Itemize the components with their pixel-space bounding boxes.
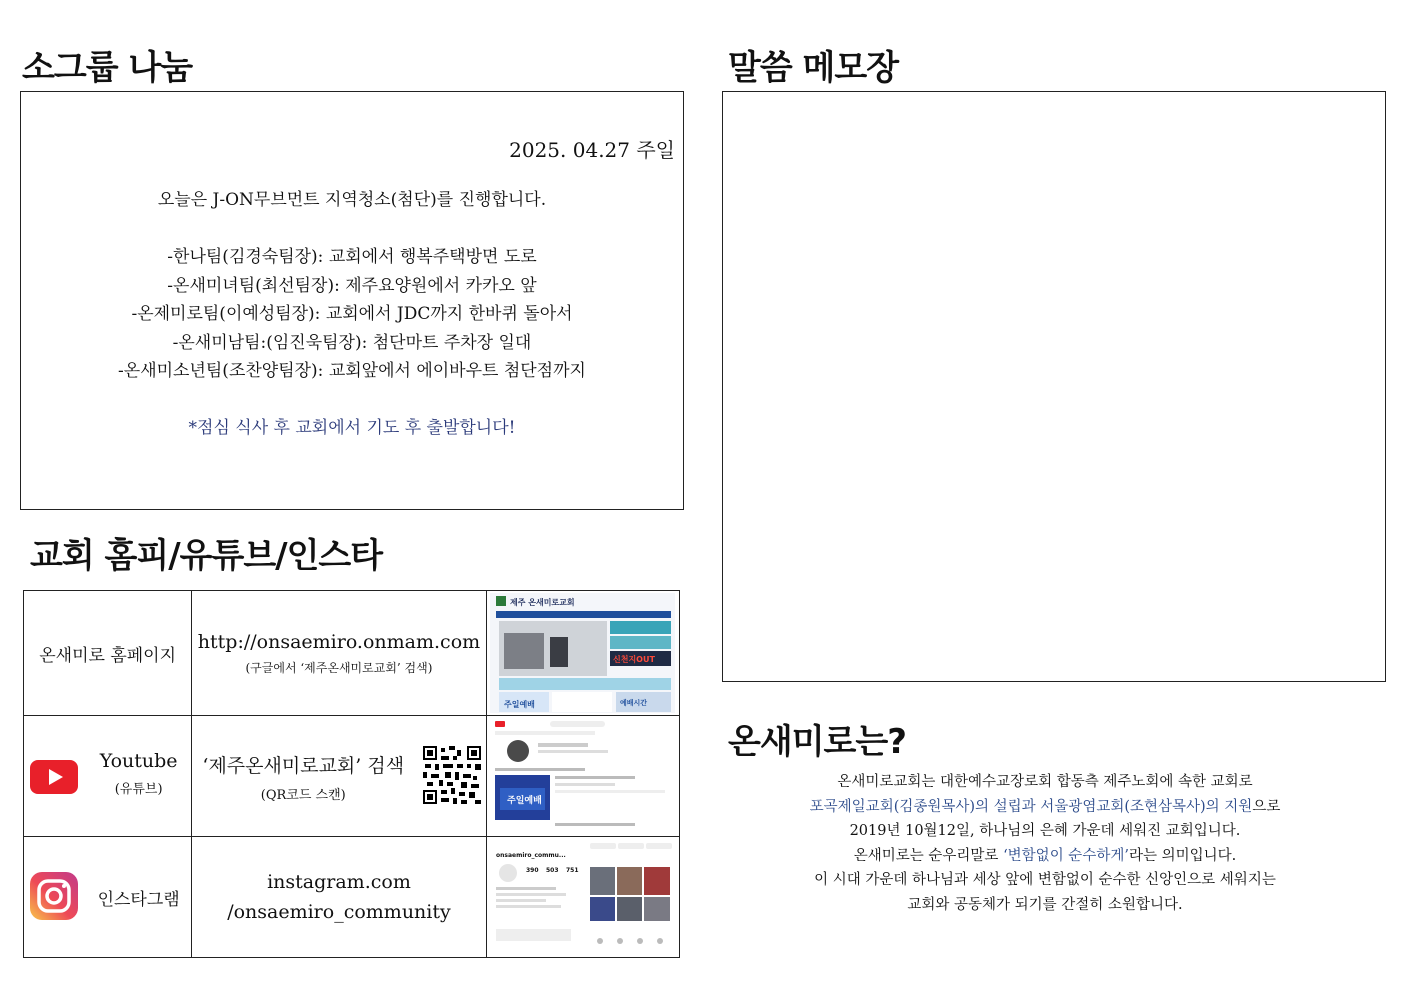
about-highlight: ‘변함없이 순수하게’ bbox=[1003, 847, 1129, 864]
instagram-label: 인스타그램 bbox=[97, 890, 180, 910]
about-highlight: 포곡제일교회(김종원목사)의 설립과 서울광염교회(조현삼목사)의 지원 bbox=[809, 798, 1253, 815]
plan-line: 오늘은 J-ON무브먼트 지역청소(첨단)를 진행합니다. bbox=[157, 190, 547, 210]
instagram-label-cell bbox=[24, 837, 192, 958]
plan-line: -온제미로팀(이예성팀장): 교회에서 JDC까지 한바퀴 돌아서 bbox=[131, 304, 573, 324]
youtube-screenshot-cell bbox=[486, 716, 679, 837]
service-date: 2025. 04.27 주일 bbox=[509, 138, 675, 162]
smallgroup-title: 소그룹 나눔 bbox=[22, 48, 193, 88]
youtube-search: ‘제주온새미로교회’ 검색 bbox=[202, 755, 405, 777]
instagram-shot-user: onsaemiro_commu... bbox=[496, 852, 567, 859]
about-title: 온새미로는? bbox=[728, 722, 906, 762]
homepage-shot-side: 예배시간 bbox=[620, 699, 648, 707]
homepage-url-cell bbox=[192, 591, 486, 716]
instagram-shot-stat: 503 bbox=[546, 867, 559, 874]
plan-line: -온새미녀팀(최선팀장): 제주요양원에서 카카오 앞 bbox=[167, 275, 537, 296]
plan-line: -온새미소년팀(조찬양팀장): 교회앞에서 에이바우트 첨단점까지 bbox=[118, 361, 586, 381]
youtube-screenshot[interactable] bbox=[490, 718, 675, 834]
instagram-url-cell bbox=[192, 837, 486, 958]
instagram-row bbox=[24, 837, 680, 958]
youtube-icon bbox=[30, 760, 78, 794]
links-title: 교회 홈피/유튜브/인스타 bbox=[30, 536, 383, 576]
about-text: 라는 의미입니다. bbox=[1128, 847, 1237, 864]
instagram-icon bbox=[30, 872, 78, 920]
plan-spacer bbox=[21, 215, 683, 244]
memo-title: 말씀 메모장 bbox=[728, 48, 899, 88]
instagram-screenshot[interactable] bbox=[490, 839, 675, 955]
instagram-url-line2[interactable]: /onsaemiro_community bbox=[227, 901, 451, 923]
plan-note: *점심 식사 후 교회에서 기도 후 출발합니다! bbox=[188, 418, 516, 438]
youtube-sub: (유튜브) bbox=[114, 782, 163, 797]
homepage-hint: (구글에서 ‘제주온새미로교회’ 검색) bbox=[245, 660, 433, 675]
instagram-url-line1[interactable]: instagram.com bbox=[267, 871, 411, 893]
memo-box[interactable] bbox=[722, 91, 1386, 682]
youtube-search-wrap bbox=[192, 716, 485, 836]
youtube-label-wrap bbox=[24, 716, 191, 836]
links-table bbox=[23, 590, 680, 958]
youtube-row bbox=[24, 716, 680, 837]
homepage-shot-banner: 주일예배 bbox=[504, 700, 536, 709]
youtube-hint: (QR코드 스캔) bbox=[260, 788, 346, 803]
instagram-label-wrap bbox=[24, 837, 191, 957]
homepage-shot-red: 신천지OUT bbox=[613, 655, 656, 664]
cleanup-plan bbox=[21, 186, 683, 443]
homepage-label: 온새미로 홈페이지 bbox=[39, 645, 177, 666]
homepage-row bbox=[24, 591, 680, 716]
homepage-screenshot[interactable] bbox=[490, 593, 675, 713]
youtube-search-cell bbox=[192, 716, 486, 837]
about-line: 온새미로교회는 대한예수교장로회 합동측 제주노회에 속한 교회로 bbox=[837, 774, 1253, 790]
qr-code-icon[interactable] bbox=[423, 746, 481, 804]
plan-line: -한나팀(김경숙팀장): 교회에서 행복주택방면 도로 bbox=[167, 247, 537, 267]
about-line: 이 시대 가운데 하나님과 세상 앞에 변함없이 순수한 신앙인으로 세워지는 bbox=[814, 872, 1276, 889]
about-line: 2019년 10월12일, 하나님의 은혜 가운데 세워진 교회입니다. bbox=[849, 823, 1241, 840]
homepage-shot-logo: 제주 온새미로교회 bbox=[510, 598, 575, 607]
about-line: 교회와 공동체가 되기를 간절히 소원합니다. bbox=[907, 896, 1183, 913]
homepage-url[interactable]: http://onsaemiro.onmam.com bbox=[197, 630, 481, 653]
youtube-label: Youtube bbox=[99, 750, 178, 772]
instagram-screenshot-cell bbox=[486, 837, 679, 958]
plan-spacer bbox=[21, 386, 683, 415]
instagram-shot-stat: 751 bbox=[566, 867, 579, 874]
about-description bbox=[722, 770, 1368, 918]
about-text: 으로 bbox=[1252, 798, 1281, 815]
youtube-label-cell bbox=[24, 716, 192, 837]
smallgroup-box bbox=[20, 91, 684, 510]
plan-line: -온새미남팀:(임진욱팀장): 첨단마트 주차장 일대 bbox=[172, 332, 532, 353]
homepage-screenshot-cell bbox=[486, 591, 679, 716]
about-text: 온새미로는 순우리말로 bbox=[853, 847, 1004, 864]
about-line bbox=[722, 795, 1368, 820]
instagram-shot-stat: 390 bbox=[526, 867, 539, 874]
about-line bbox=[722, 844, 1368, 869]
homepage-label-cell bbox=[24, 591, 192, 716]
youtube-shot-banner: 주일예배 bbox=[507, 796, 543, 806]
